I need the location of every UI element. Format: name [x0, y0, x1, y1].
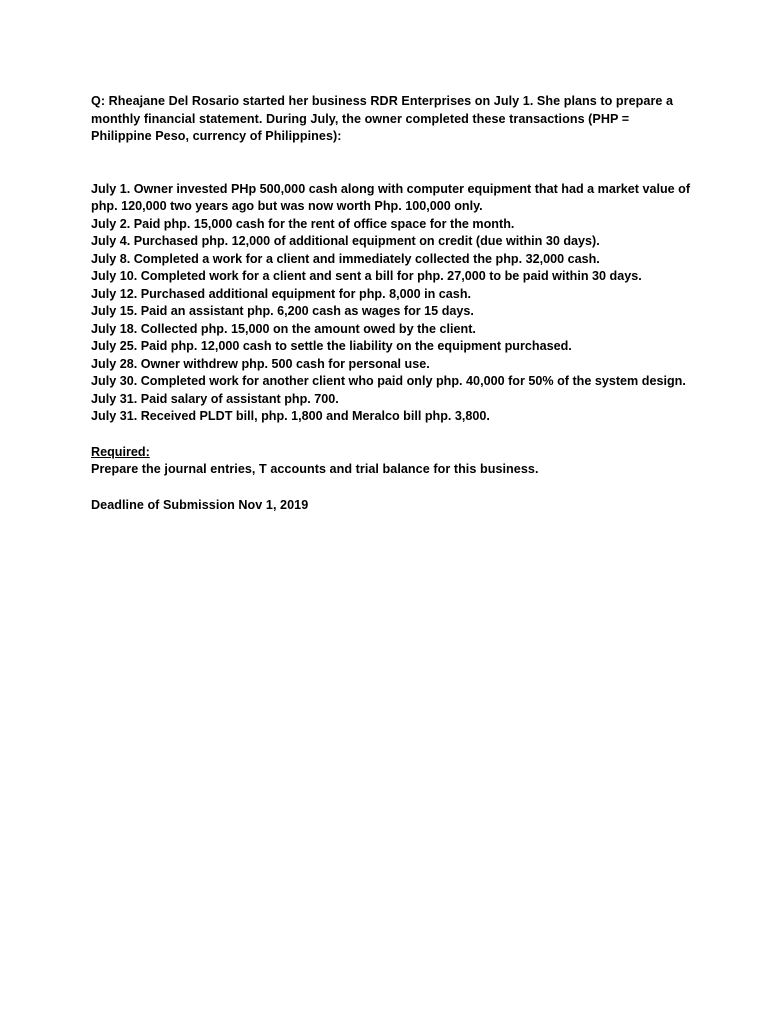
transaction-item: July 2. Paid php. 15,000 cash for the rent of office space for the month. — [91, 216, 515, 231]
transaction-item: July 4. Purchased php. 12,000 of additional equipment on credit (due within 30 days). — [91, 234, 600, 248]
transaction-item: July 1. Owner invested PHp 500,000 cash along with computer equipment that had a market value of php. 120,000 two years ago but was now worth Php. 100,000 only. — [91, 181, 691, 213]
transaction-item: July 18. Collected php. 15,000 on the amount owed by the client. — [91, 321, 476, 336]
transaction-item: July 12. Purchased additional equipment for php. 8,000 in cash. — [91, 286, 472, 301]
deadline-text: Deadline of Submission Nov 1, 2019 — [91, 497, 309, 512]
transaction-item: July 28. Owner withdrew php. 500 cash for personal use. — [91, 356, 430, 371]
transaction-item: July 31. Paid salary of assistant php. 700. — [91, 391, 339, 406]
required-heading: Required: — [91, 444, 150, 459]
document-page — [91, 93, 691, 514]
transaction-item: July 30. Completed work for another client who paid only php. 40,000 for 50% of the system design. — [91, 374, 686, 388]
transaction-item: July 15. Paid an assistant php. 6,200 cash as wages for 15 days. — [91, 304, 474, 318]
transaction-item: July 25. Paid php. 12,000 cash to settle the liability on the equipment purchased. — [91, 339, 572, 353]
question-intro: Q: Rheajane Del Rosario started her business RDR Enterprises on July 1. She plans to prepare a monthly financial statement. During July, the owner completed these transactions (PHP = Philippine Peso, currency of Philippines): — [91, 94, 674, 143]
required-instruction: Prepare the journal entries, T accounts and trial balance for this business. — [91, 462, 539, 476]
transaction-list — [91, 181, 691, 426]
transaction-item: July 31. Received PLDT bill, php. 1,800 and Meralco bill php. 3,800. — [91, 409, 490, 423]
transaction-item: July 8. Completed a work for a client and immediately collected the php. 32,000 cash. — [91, 251, 600, 266]
required-section — [91, 444, 691, 479]
transaction-item: July 10. Completed work for a client and sent a bill for php. 27,000 to be paid within 30 days. — [91, 269, 642, 283]
